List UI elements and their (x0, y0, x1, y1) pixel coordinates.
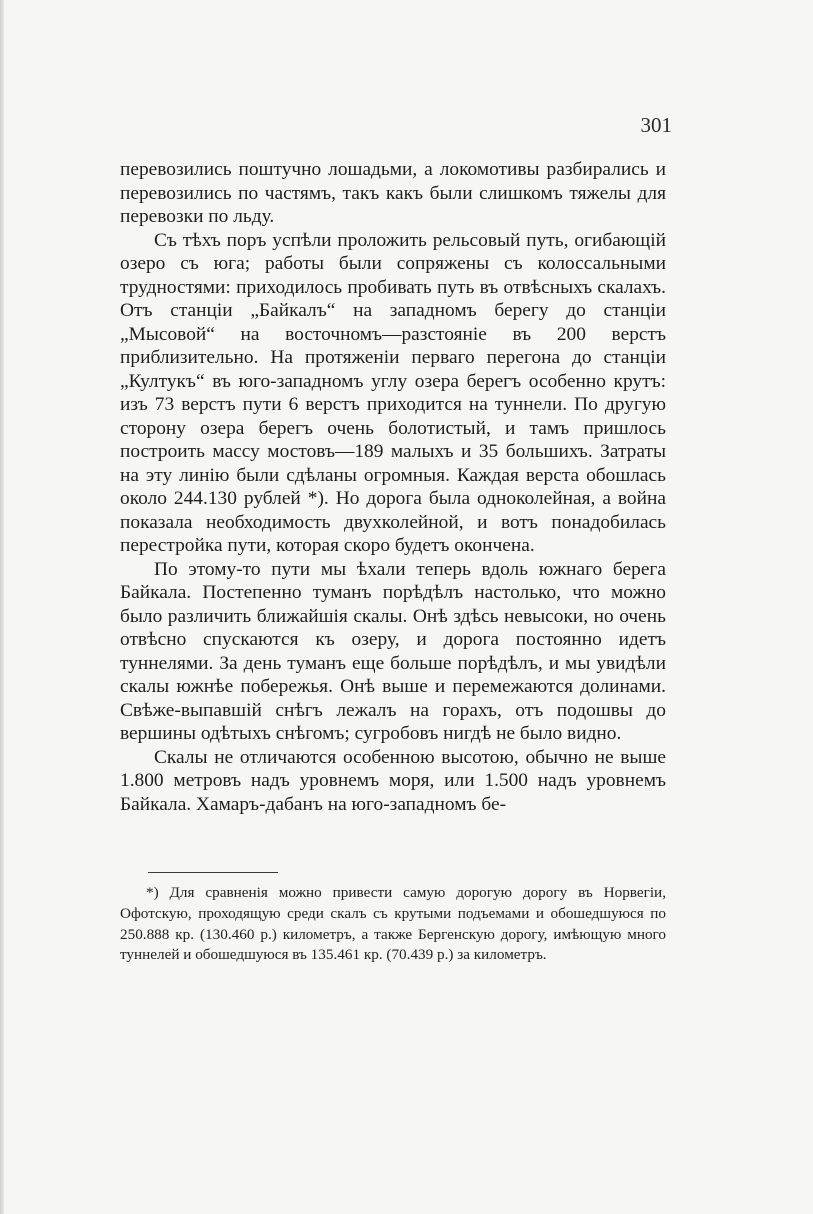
paragraph-railway: Съ тѣхъ поръ успѣли проложить рельсовый путь, огибающій озеро съ юга; работы были сопряжены съ колоссальными трудностями: приходилось пробивать путь въ отвѣсныхъ скалахъ. Отъ станціи „Байкалъ“ на западномъ берегу до станціи „Мысовой“ на восточномъ—разстояніе въ 200 верстъ приблизительно. На протяженіи перваго перегона до станціи „Култукъ“ въ юго-западномъ углу озера берегъ особенно крутъ: изъ 73 верстъ пути 6 верстъ приходится на туннели. По другую сторону озера берегъ очень болотистый, и тамъ пришлось построить массу мостовъ—189 малыхъ и 35 большихъ. Затраты на эту линію были сдѣланы огромныя. Каждая верста обошлась около 244.130 рублей *). Но дорога была одноколейная, а война показала необходимость двухколейной, и вотъ понадобилась перестройка пути, которая скоро будетъ окончена. (120, 229, 666, 556)
page-number: 301 (640, 113, 672, 137)
paragraph-mountains: Скалы не отличаются особенною высотою, обычно не выше 1.800 метровъ надъ уровнемъ моря, или 1.500 надъ уровнемъ Байкала. Хамаръ-дабанъ на юго-западномъ бе- (120, 746, 666, 815)
main-text (120, 158, 666, 816)
page-edge-shadow (0, 0, 4, 1214)
paragraph-continuation: перевозились поштучно лошадьми, а локомотивы разбирались и перевозились по частямъ, такъ какъ были слишкомъ тяжелы для перевозки по льду. (120, 159, 666, 227)
footnote-divider (148, 872, 278, 873)
paragraph-journey: По этому-то пути мы ѣхали теперь вдоль южнаго берега Байкала. Постепенно туманъ порѣдѣлъ настолько, что можно было различить ближайшія скалы. Онѣ здѣсь невысоки, но очень отвѣсно спускаются къ озеру, и дорога постоянно идетъ туннелями. За день туманъ еще больше порѣдѣлъ, и мы увидѣли скалы южнѣе побережья. Онѣ выше и перемежаются долинами. Свѣже-выпавшій снѣгъ лежалъ на горахъ, отъ подошвы до вершины одѣтыхъ снѣгомъ; сугробовъ нигдѣ не было видно. (120, 558, 666, 744)
footnote: *) Для сравненія можно привести самую дорогую дорогу въ Норвегіи, Офотскую, проходящую среди скалъ съ крутыми подъемами и обошедшуюся по 250.888 кр. (130.460 р.) километръ, а также Бергенскую дорогу, имѣющую много туннелей и обошедшуюся въ 135.461 кр. (70.439 р.) за километръ. (120, 884, 666, 964)
